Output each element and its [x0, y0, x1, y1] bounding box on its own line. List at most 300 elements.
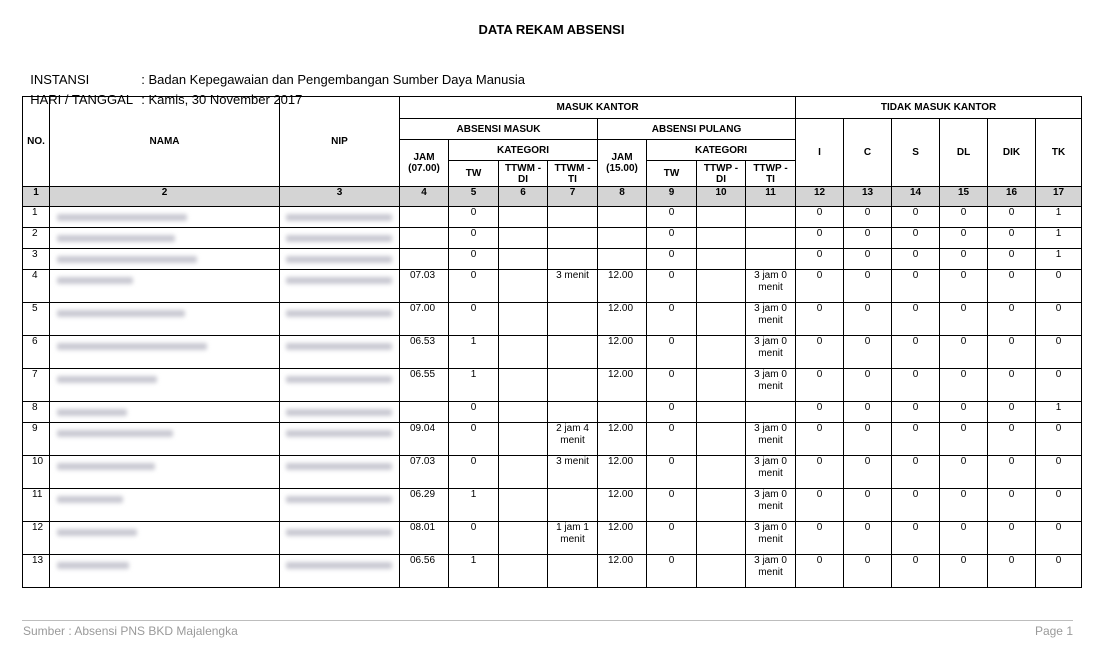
- cell-nama-redacted: [50, 249, 280, 270]
- cell-jam-masuk: 06.56: [400, 555, 449, 588]
- header-ttwp-ti-line1: TTWP -: [753, 162, 788, 174]
- cell-tw-masuk: 0: [449, 303, 499, 336]
- column-number-cell: 6: [499, 187, 548, 207]
- cell-nip-redacted: [280, 402, 400, 423]
- header-c: C: [844, 119, 892, 187]
- column-number-cell: 14: [892, 187, 940, 207]
- cell-tk: 1: [1036, 249, 1082, 270]
- cell-ttwm-di: [499, 555, 548, 588]
- cell-nip-redacted: [280, 456, 400, 489]
- cell-ttwp-ti: [746, 228, 796, 249]
- cell-no: 2: [23, 228, 50, 249]
- cell-ttwm-di: [499, 207, 548, 228]
- cell-c: 0: [844, 336, 892, 369]
- cell-dl: 0: [940, 270, 988, 303]
- column-number-cell: 15: [940, 187, 988, 207]
- cell-c: 0: [844, 456, 892, 489]
- cell-jam-masuk: [400, 228, 449, 249]
- table-row: [23, 336, 1082, 369]
- cell-dl: 0: [940, 522, 988, 555]
- cell-jam-masuk: 07.03: [400, 270, 449, 303]
- redacted-nip: [286, 409, 392, 416]
- header-ttwm-di-line1: TTWM -: [504, 162, 542, 174]
- header-tk: TK: [1036, 119, 1082, 187]
- redacted-name: [57, 214, 187, 221]
- cell-s: 0: [892, 369, 940, 402]
- cell-nama-redacted: [50, 456, 280, 489]
- cell-nama-redacted: [50, 303, 280, 336]
- cell-ttwp-ti: 3 jam 0 menit: [746, 270, 796, 303]
- table-row: [23, 207, 1082, 228]
- cell-c: 0: [844, 555, 892, 588]
- header-jam-masuk: [400, 140, 449, 187]
- cell-dik: 0: [988, 270, 1036, 303]
- column-number-cell: 12: [796, 187, 844, 207]
- cell-nama-redacted: [50, 336, 280, 369]
- cell-tk: 0: [1036, 303, 1082, 336]
- tanggal-value: : Kamis, 30 November 2017: [141, 92, 303, 107]
- cell-s: 0: [892, 456, 940, 489]
- cell-no: 12: [23, 522, 50, 555]
- column-number-cell: 11: [746, 187, 796, 207]
- cell-tw-pulang: 0: [647, 270, 697, 303]
- header-jam-pulang: [598, 140, 647, 187]
- table-row: [23, 270, 1082, 303]
- cell-ttwp-di: [697, 456, 746, 489]
- cell-dik: 0: [988, 423, 1036, 456]
- cell-nama-redacted: [50, 555, 280, 588]
- cell-no: 9: [23, 423, 50, 456]
- cell-s: 0: [892, 336, 940, 369]
- cell-dl: 0: [940, 555, 988, 588]
- cell-dik: 0: [988, 369, 1036, 402]
- cell-dik: 0: [988, 555, 1036, 588]
- cell-dik: 0: [988, 456, 1036, 489]
- header-dl: DL: [940, 119, 988, 187]
- redacted-nip: [286, 529, 392, 536]
- cell-dl: 0: [940, 369, 988, 402]
- cell-tw-pulang: 0: [647, 555, 697, 588]
- cell-ttwm-di: [499, 249, 548, 270]
- cell-c: 0: [844, 207, 892, 228]
- cell-dl: 0: [940, 249, 988, 270]
- cell-ttwm-ti: 3 menit: [548, 456, 598, 489]
- cell-s: 0: [892, 423, 940, 456]
- cell-nip-redacted: [280, 336, 400, 369]
- cell-i: 0: [796, 249, 844, 270]
- cell-ttwm-ti: [548, 207, 598, 228]
- cell-no: 8: [23, 402, 50, 423]
- cell-ttwp-di: [697, 522, 746, 555]
- column-number-cell: 1: [23, 187, 50, 207]
- header-jam-masuk-line2: (07.00): [408, 163, 440, 174]
- cell-ttwm-ti: 1 jam 1 menit: [548, 522, 598, 555]
- cell-c: 0: [844, 423, 892, 456]
- table-row: [23, 249, 1082, 270]
- redacted-name: [57, 529, 137, 536]
- cell-tk: 0: [1036, 336, 1082, 369]
- cell-tw-pulang: 0: [647, 228, 697, 249]
- cell-jam-pulang: 12.00: [598, 270, 647, 303]
- attendance-table: [22, 96, 1082, 588]
- cell-ttwp-ti: [746, 402, 796, 423]
- cell-nama-redacted: [50, 522, 280, 555]
- redacted-nip: [286, 277, 392, 284]
- cell-ttwp-ti: 3 jam 0 menit: [746, 456, 796, 489]
- cell-tk: 1: [1036, 207, 1082, 228]
- cell-tw-masuk: 0: [449, 456, 499, 489]
- cell-tw-masuk: 0: [449, 270, 499, 303]
- cell-ttwm-ti: 3 menit: [548, 270, 598, 303]
- header-jam-pulang-line1: JAM: [611, 152, 633, 163]
- cell-jam-masuk: 07.00: [400, 303, 449, 336]
- column-number-cell: 7: [548, 187, 598, 207]
- cell-ttwm-ti: [548, 402, 598, 423]
- header-ttwp-ti-line2: TI: [766, 173, 775, 185]
- footer-source: Sumber : Absensi PNS BKD Majalengka: [23, 624, 238, 638]
- cell-ttwp-ti: 3 jam 0 menit: [746, 423, 796, 456]
- header-ttwp-di-line2: DI: [716, 173, 726, 185]
- cell-tk: 0: [1036, 555, 1082, 588]
- cell-s: 0: [892, 522, 940, 555]
- cell-dik: 0: [988, 489, 1036, 522]
- header-jam-pulang-line2: (15.00): [606, 163, 638, 174]
- column-number-cell: 16: [988, 187, 1036, 207]
- cell-ttwm-ti: [548, 489, 598, 522]
- column-number-cell: 2: [50, 187, 280, 207]
- column-number-cell: 9: [647, 187, 697, 207]
- cell-tw-masuk: 0: [449, 423, 499, 456]
- cell-jam-pulang: 12.00: [598, 303, 647, 336]
- cell-ttwm-di: [499, 522, 548, 555]
- redacted-name: [57, 343, 207, 350]
- cell-jam-pulang: 12.00: [598, 423, 647, 456]
- cell-tk: 0: [1036, 423, 1082, 456]
- cell-jam-masuk: 06.29: [400, 489, 449, 522]
- cell-jam-masuk: 09.04: [400, 423, 449, 456]
- cell-ttwp-di: [697, 249, 746, 270]
- redacted-name: [57, 376, 157, 383]
- header-absensi-pulang: ABSENSI PULANG: [598, 119, 796, 140]
- cell-nip-redacted: [280, 423, 400, 456]
- column-number-cell: 5: [449, 187, 499, 207]
- cell-no: 11: [23, 489, 50, 522]
- cell-s: 0: [892, 228, 940, 249]
- cell-tk: 0: [1036, 369, 1082, 402]
- header-kategori-masuk: KATEGORI: [449, 140, 598, 161]
- cell-jam-pulang: 12.00: [598, 522, 647, 555]
- document-title: DATA REKAM ABSENSI: [478, 22, 625, 37]
- cell-ttwm-di: [499, 336, 548, 369]
- cell-nip-redacted: [280, 489, 400, 522]
- cell-ttwp-di: [697, 270, 746, 303]
- cell-ttwm-ti: [548, 249, 598, 270]
- cell-i: 0: [796, 402, 844, 423]
- cell-s: 0: [892, 249, 940, 270]
- cell-s: 0: [892, 489, 940, 522]
- cell-i: 0: [796, 522, 844, 555]
- header-kategori-pulang: KATEGORI: [647, 140, 796, 161]
- cell-dl: 0: [940, 489, 988, 522]
- cell-dl: 0: [940, 336, 988, 369]
- table-row: [23, 303, 1082, 336]
- header-tw-masuk: TW: [449, 161, 499, 187]
- cell-jam-masuk: 08.01: [400, 522, 449, 555]
- cell-no: 5: [23, 303, 50, 336]
- cell-ttwp-di: [697, 303, 746, 336]
- cell-ttwm-ti: [548, 555, 598, 588]
- cell-jam-masuk: [400, 207, 449, 228]
- cell-ttwp-ti: 3 jam 0 menit: [746, 369, 796, 402]
- cell-no: 4: [23, 270, 50, 303]
- cell-c: 0: [844, 522, 892, 555]
- column-number-row: [23, 187, 1082, 207]
- cell-dl: 0: [940, 423, 988, 456]
- cell-jam-pulang: [598, 249, 647, 270]
- cell-tw-pulang: 0: [647, 489, 697, 522]
- header-ttwm-ti-line1: TTWM -: [554, 162, 591, 174]
- cell-tw-pulang: 0: [647, 336, 697, 369]
- cell-no: 6: [23, 336, 50, 369]
- cell-i: 0: [796, 228, 844, 249]
- header-ttwm-di: [499, 161, 548, 187]
- cell-jam-pulang: 12.00: [598, 369, 647, 402]
- header-dik: DIK: [988, 119, 1036, 187]
- cell-nama-redacted: [50, 228, 280, 249]
- cell-dik: 0: [988, 522, 1036, 555]
- cell-s: 0: [892, 303, 940, 336]
- cell-ttwm-di: [499, 369, 548, 402]
- cell-tk: 0: [1036, 270, 1082, 303]
- cell-tw-masuk: 0: [449, 207, 499, 228]
- cell-c: 0: [844, 489, 892, 522]
- header-tw-pulang: TW: [647, 161, 697, 187]
- cell-tw-masuk: 1: [449, 489, 499, 522]
- cell-dl: 0: [940, 228, 988, 249]
- cell-dik: 0: [988, 249, 1036, 270]
- header-ttwm-di-line2: DI: [518, 173, 528, 185]
- cell-ttwp-ti: 3 jam 0 menit: [746, 303, 796, 336]
- redacted-nip: [286, 496, 392, 503]
- header-i: I: [796, 119, 844, 187]
- cell-no: 1: [23, 207, 50, 228]
- cell-tw-pulang: 0: [647, 456, 697, 489]
- cell-ttwp-ti: 3 jam 0 menit: [746, 522, 796, 555]
- cell-nama-redacted: [50, 423, 280, 456]
- cell-ttwp-ti: 3 jam 0 menit: [746, 555, 796, 588]
- cell-ttwm-ti: [548, 336, 598, 369]
- cell-i: 0: [796, 423, 844, 456]
- cell-c: 0: [844, 270, 892, 303]
- cell-ttwp-di: [697, 336, 746, 369]
- redacted-nip: [286, 256, 392, 263]
- table-row: [23, 522, 1082, 555]
- table-row: [23, 555, 1082, 588]
- cell-s: 0: [892, 402, 940, 423]
- redacted-name: [57, 409, 127, 416]
- cell-dl: 0: [940, 456, 988, 489]
- cell-dik: 0: [988, 402, 1036, 423]
- header-ttwp-di-line1: TTWP -: [703, 162, 739, 174]
- cell-jam-masuk: 06.55: [400, 369, 449, 402]
- cell-no: 10: [23, 456, 50, 489]
- cell-dl: 0: [940, 207, 988, 228]
- redacted-nip: [286, 310, 392, 317]
- table-row: [23, 402, 1082, 423]
- cell-tw-pulang: 0: [647, 207, 697, 228]
- header-nip: NIP: [280, 97, 400, 187]
- redacted-nip: [286, 214, 392, 221]
- cell-tw-pulang: 0: [647, 522, 697, 555]
- header-s: S: [892, 119, 940, 187]
- cell-ttwp-di: [697, 489, 746, 522]
- table-body: [23, 187, 1082, 588]
- header-ttwp-di: [697, 161, 746, 187]
- column-number-cell: 13: [844, 187, 892, 207]
- cell-tw-pulang: 0: [647, 249, 697, 270]
- cell-tk: 0: [1036, 489, 1082, 522]
- cell-ttwp-ti: [746, 249, 796, 270]
- redacted-nip: [286, 343, 392, 350]
- cell-nama-redacted: [50, 207, 280, 228]
- cell-c: 0: [844, 303, 892, 336]
- cell-dik: 0: [988, 336, 1036, 369]
- column-number-cell: 17: [1036, 187, 1082, 207]
- cell-nip-redacted: [280, 522, 400, 555]
- instansi-value: : Badan Kepegawaian dan Pengembangan Sumber Daya Manusia: [141, 72, 526, 87]
- redacted-name: [57, 310, 185, 317]
- column-number-cell: 4: [400, 187, 449, 207]
- table-row: [23, 489, 1082, 522]
- cell-tw-masuk: 0: [449, 228, 499, 249]
- cell-ttwm-ti: [548, 303, 598, 336]
- cell-ttwp-di: [697, 369, 746, 402]
- cell-tk: 1: [1036, 228, 1082, 249]
- cell-tw-masuk: 0: [449, 522, 499, 555]
- redacted-name: [57, 562, 129, 569]
- cell-ttwm-di: [499, 402, 548, 423]
- cell-tw-masuk: 0: [449, 402, 499, 423]
- cell-ttwp-di: [697, 228, 746, 249]
- cell-ttwm-di: [499, 270, 548, 303]
- instansi-label: INSTANSI: [30, 72, 90, 87]
- cell-jam-masuk: 07.03: [400, 456, 449, 489]
- header-ttwp-ti: [746, 161, 796, 187]
- cell-tw-pulang: 0: [647, 423, 697, 456]
- table-row: [23, 423, 1082, 456]
- cell-s: 0: [892, 207, 940, 228]
- cell-nama-redacted: [50, 402, 280, 423]
- cell-tk: 0: [1036, 522, 1082, 555]
- cell-jam-masuk: [400, 402, 449, 423]
- cell-jam-pulang: [598, 228, 647, 249]
- cell-nama-redacted: [50, 270, 280, 303]
- cell-tw-pulang: 0: [647, 303, 697, 336]
- cell-nip-redacted: [280, 555, 400, 588]
- cell-i: 0: [796, 270, 844, 303]
- cell-jam-pulang: 12.00: [598, 336, 647, 369]
- redacted-name: [57, 430, 173, 437]
- header-absensi-masuk: ABSENSI MASUK: [400, 119, 598, 140]
- cell-nama-redacted: [50, 489, 280, 522]
- footer-divider: [22, 620, 1073, 621]
- cell-nip-redacted: [280, 249, 400, 270]
- cell-no: 3: [23, 249, 50, 270]
- cell-tw-pulang: 0: [647, 369, 697, 402]
- cell-tk: 1: [1036, 402, 1082, 423]
- header-ttwm-ti: [548, 161, 598, 187]
- table-row: [23, 228, 1082, 249]
- redacted-nip: [286, 463, 392, 470]
- cell-nip-redacted: [280, 207, 400, 228]
- cell-ttwm-ti: 2 jam 4 menit: [548, 423, 598, 456]
- cell-i: 0: [796, 336, 844, 369]
- cell-ttwm-ti: [548, 369, 598, 402]
- cell-tw-masuk: 0: [449, 249, 499, 270]
- cell-ttwp-ti: 3 jam 0 menit: [746, 336, 796, 369]
- cell-ttwm-di: [499, 489, 548, 522]
- cell-tw-masuk: 1: [449, 555, 499, 588]
- cell-dl: 0: [940, 402, 988, 423]
- cell-ttwm-di: [499, 303, 548, 336]
- cell-nip-redacted: [280, 270, 400, 303]
- cell-ttwm-di: [499, 423, 548, 456]
- cell-i: 0: [796, 369, 844, 402]
- redacted-nip: [286, 235, 392, 242]
- cell-tw-masuk: 1: [449, 369, 499, 402]
- header-ttwm-ti-line2: TI: [568, 173, 577, 185]
- cell-jam-pulang: 12.00: [598, 489, 647, 522]
- cell-s: 0: [892, 270, 940, 303]
- column-number-cell: 10: [697, 187, 746, 207]
- header-no: NO.: [23, 97, 50, 187]
- cell-i: 0: [796, 555, 844, 588]
- cell-jam-pulang: 12.00: [598, 555, 647, 588]
- cell-i: 0: [796, 489, 844, 522]
- redacted-name: [57, 496, 123, 503]
- header-tidak-masuk-kantor: TIDAK MASUK KANTOR: [796, 97, 1082, 119]
- redacted-nip: [286, 430, 392, 437]
- cell-nip-redacted: [280, 369, 400, 402]
- cell-s: 0: [892, 555, 940, 588]
- cell-i: 0: [796, 207, 844, 228]
- cell-no: 7: [23, 369, 50, 402]
- cell-ttwp-ti: [746, 207, 796, 228]
- cell-jam-pulang: [598, 207, 647, 228]
- cell-no: 13: [23, 555, 50, 588]
- cell-jam-pulang: [598, 402, 647, 423]
- cell-nama-redacted: [50, 369, 280, 402]
- cell-dik: 0: [988, 303, 1036, 336]
- cell-tk: 0: [1036, 456, 1082, 489]
- cell-ttwp-di: [697, 555, 746, 588]
- cell-jam-masuk: 06.53: [400, 336, 449, 369]
- cell-dl: 0: [940, 303, 988, 336]
- table-row: [23, 369, 1082, 402]
- cell-tw-masuk: 1: [449, 336, 499, 369]
- cell-nip-redacted: [280, 228, 400, 249]
- cell-ttwm-di: [499, 456, 548, 489]
- redacted-name: [57, 256, 197, 263]
- cell-nip-redacted: [280, 303, 400, 336]
- redacted-name: [57, 277, 133, 284]
- cell-ttwm-di: [499, 228, 548, 249]
- cell-ttwm-ti: [548, 228, 598, 249]
- header-nama: NAMA: [50, 97, 280, 187]
- cell-dik: 0: [988, 207, 1036, 228]
- footer-page: Page 1: [1034, 624, 1073, 638]
- redacted-nip: [286, 562, 392, 569]
